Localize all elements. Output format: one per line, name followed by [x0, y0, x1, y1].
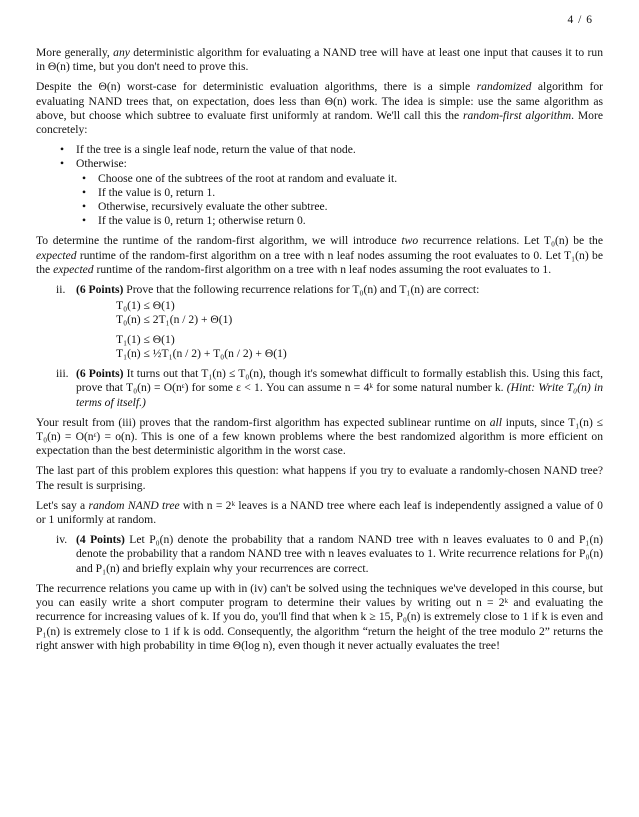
problem-points: (6 Points): [76, 283, 124, 297]
emphasis-expected: expected: [53, 262, 94, 276]
intro-paragraph-2: [36, 80, 603, 137]
problem-points: (6 Points): [76, 367, 124, 381]
problem-hint: (Hint: Write T₀(n) in terms of itself.): [76, 381, 603, 409]
problem-iv: [36, 533, 603, 576]
list-item: • If the value is 0, return 1; otherwise return 0.: [98, 214, 603, 228]
algorithm-sublist: [76, 172, 603, 229]
explore-paragraph-1: The last part of this problem explores this question: what happens if you try to evaluate a randomly-chosen NAND tree? The result is surprising.: [36, 464, 603, 492]
equation: T₀(n) ≤ 2T₁(n / 2) + Θ(1): [116, 313, 233, 327]
problem-points: (4 Points): [76, 533, 125, 547]
problem-number: iv.: [56, 533, 68, 547]
page-number: 4 / 6: [567, 14, 593, 26]
problem-text: Prove that the following recurrence relations for T₀(n) and T₁(n) are correct:: [123, 283, 480, 297]
emphasis-any: any: [113, 46, 130, 59]
list-item: [76, 157, 603, 228]
list-item: • Choose one of the subtrees of the root at random and evaluate it.: [98, 172, 603, 186]
problem-text: Let P₀(n) denote the probability that a random NAND tree with n leaves evaluates to 0 and P₁(n) denote the probability that a random NAND tree with n leaves evaluates to 1. Write recurrence relations for P₀(n) and P₁(n) and briefly explain why your recurrences are correct.: [76, 533, 603, 575]
text: with n = 2ᵏ leaves is a NAND tree where each leaf is independently assigned a value of 0 or 1 uniformly at random.: [36, 498, 603, 527]
emphasis-all: all: [489, 415, 502, 429]
problem-number: iii.: [56, 367, 69, 381]
text: runtime of the random-first algorithm on a tree with n leaf nodes assuming the root evaluates to 0. Let T₁(n) be the: [36, 248, 603, 276]
problem-iii: [36, 367, 603, 410]
closing-paragraph: The recurrence relations you came up with in (iv) can't be solved using the techniques we've developed in this course, but you can easily write a short computer program to determine their values by writing out n = 2ᵏ and evaluating the recurrence for increasing values of k. If you do, you'll find that when k ≥ 15, P₀(n) is extremely close to 1 if k is even and P₁(n) is extremely close to 1 if k is odd. Consequently, the algorithm “return the height of the tree modulo 2” returns the right answer with high probability in time Θ(log n), even though it never actually evaluates the tree!: [36, 581, 603, 652]
text: deterministic algorithm for evaluating a NAND tree will have at least one input that causes it to run in Θ(n) time, but you don't need to prove this.: [36, 46, 603, 74]
list-item: • If the value is 0, return 1.: [98, 186, 603, 200]
intro-paragraph-1: [36, 46, 603, 74]
explore-paragraph-2: [36, 499, 603, 527]
algorithm-list: [36, 143, 603, 228]
problem-number: ii.: [56, 283, 66, 297]
emphasis-randomized: randomized: [476, 80, 532, 94]
emphasis-random-nand-tree: random NAND tree: [88, 498, 180, 512]
list-item: • Otherwise, recursively evaluate the other subtree.: [98, 200, 603, 214]
text: algorithm for evaluating NAND trees that, on expectation, does less than Θ(n) work. The idea is simple: use the same algorithm as above, but choose which subtree to evaluate first uniformly at random. We'll call this the: [36, 80, 603, 122]
runtime-paragraph: [36, 234, 603, 277]
equation: T₀(1) ≤ Θ(1): [116, 299, 175, 313]
equation: T₁(n) ≤ ½T₁(n / 2) + T₀(n / 2) + Θ(1): [116, 347, 287, 361]
text: recurrence relations. Let T₀(n) be the: [418, 234, 603, 248]
text: runtime of the random-first algorithm on a tree with n leaf nodes assuming the root evaluates to 1.: [93, 262, 552, 276]
text: Despite the Θ(n) worst-case for deterministic evaluation algorithms, there is a simple: [36, 80, 477, 94]
recurrence-equations: [76, 299, 603, 361]
emphasis-expected: expected: [36, 248, 77, 262]
document-body: [36, 46, 603, 659]
text: Let's say a: [36, 498, 89, 512]
text: Your result from (iii) proves that the random-first algorithm has expected sublinear runtime on: [36, 415, 490, 429]
list-item-label: Otherwise:: [76, 157, 127, 171]
emphasis-random-first: random-first algorithm: [463, 108, 572, 122]
emphasis-two: two: [401, 234, 419, 248]
equation: T₁(1) ≤ Θ(1): [116, 333, 175, 347]
text: More generally,: [36, 46, 114, 59]
text: To determine the runtime of the random-first algorithm, we will introduce: [36, 234, 402, 248]
problem-ii: [36, 283, 603, 361]
result-paragraph: [36, 416, 603, 459]
problem-text: It turns out that T₁(n) ≤ T₀(n), though it's somewhat difficult to formally establish this. Using this fact, prove that T₀(n) = O(nᵋ) for some ε < 1. You can assume n = 4ᵏ for some natural number k.: [76, 367, 603, 395]
list-item: • If the tree is a single leaf node, return the value of that node.: [76, 143, 603, 157]
text: . More concretely:: [36, 108, 603, 137]
text: inputs, since T₁(n) ≤ T₀(n) = O(nᵋ) = o(n). This is one of a few known problems where the best randomized algorithm is more efficient on expectation than the best deterministic algorithm in the worst case.: [36, 415, 603, 458]
